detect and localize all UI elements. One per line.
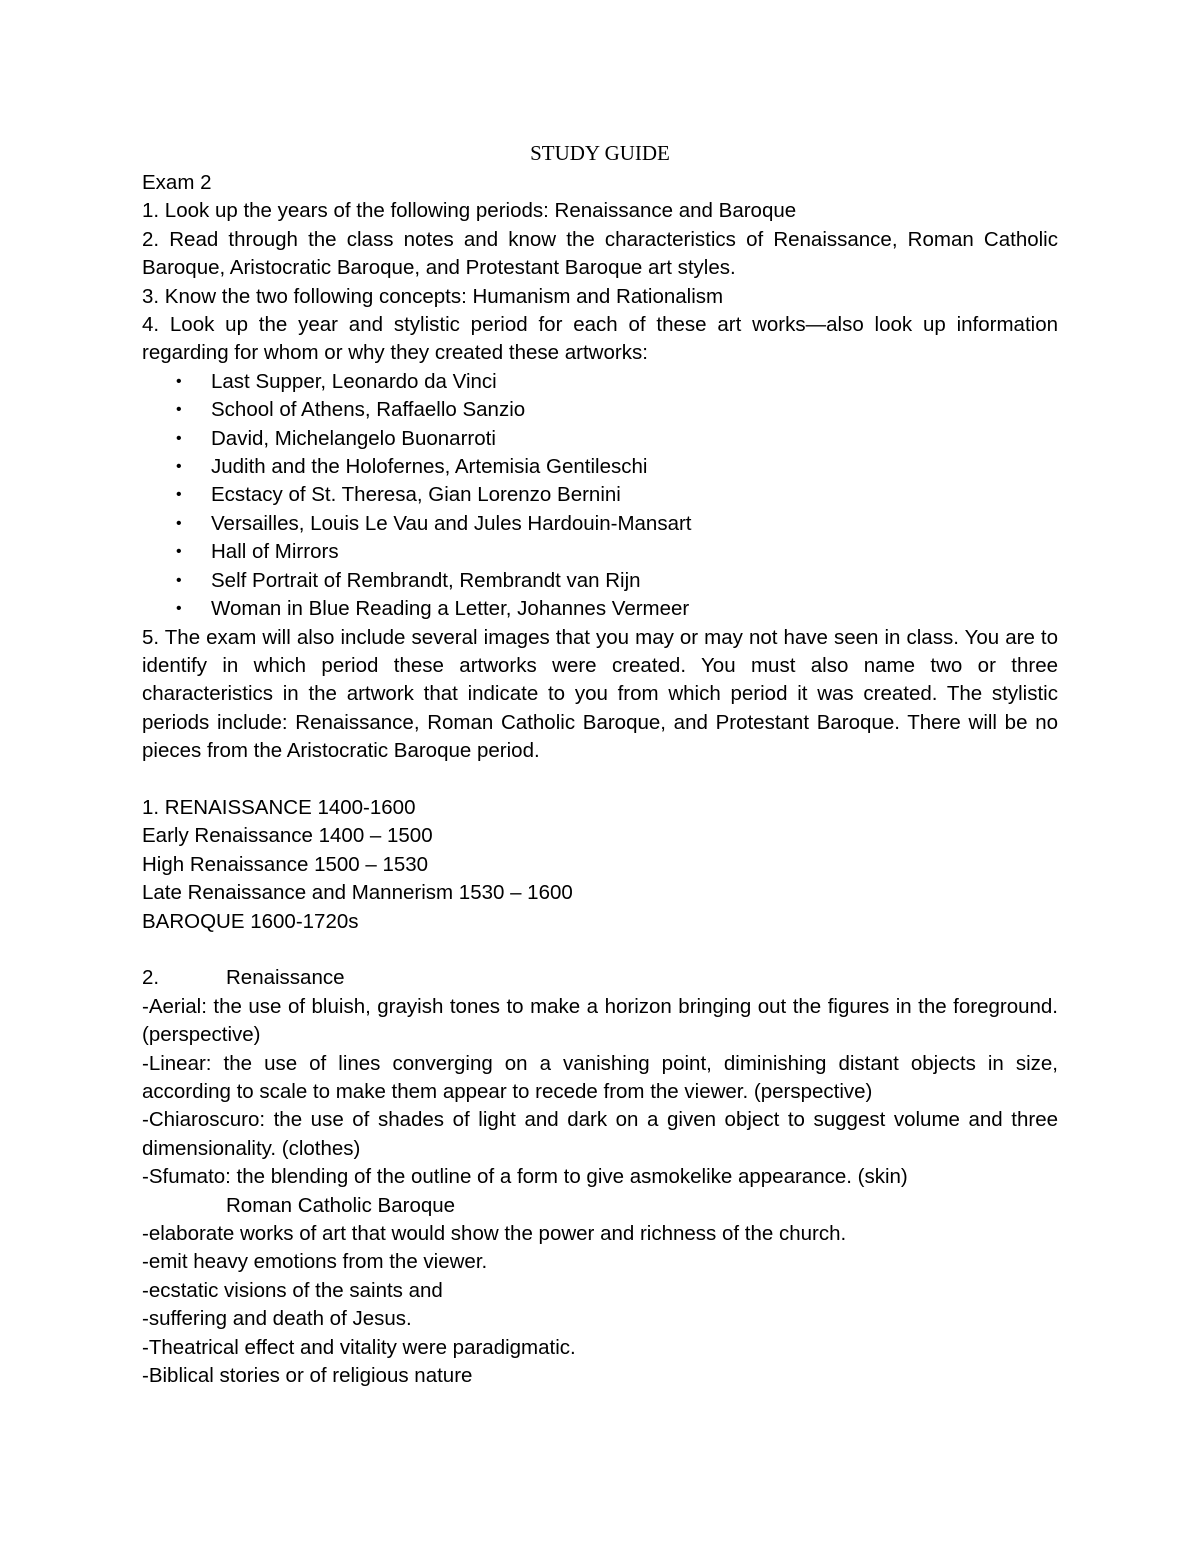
period-line: Early Renaissance 1400 – 1500 [142, 824, 433, 848]
list-item: • Ecstacy of St. Theresa, Gian Lorenzo Bernini [142, 481, 1058, 509]
exam-label: Exam 2 [142, 171, 212, 194]
note-line: -Linear: the use of lines converging on a vanishing point, diminishing distant objects in size, according to scale to make them appear to recede from the viewer. (perspective) [142, 1051, 1058, 1103]
bullet-icon: • [176, 429, 182, 447]
bullet-icon: • [176, 458, 182, 476]
bullet-icon: • [176, 571, 182, 589]
note-line: -Chiaroscuro: the use of shades of light and dark on a given object to suggest volume and three dimensionality. (clothes) [142, 1108, 1058, 1160]
list-item: • Last Supper, Leonardo da Vinci [142, 368, 1058, 396]
bullet-icon: • [176, 486, 182, 504]
bullet-icon: • [176, 514, 182, 532]
page-title: STUDY GUIDE [530, 141, 670, 165]
answer-1-title: 1. RENAISSANCE 1400-1600 [142, 795, 416, 819]
note-line: -Sfumato: the blending of the outline of a form to give asmokelike appearance. (skin) [142, 1165, 908, 1189]
note-line: -Aerial: the use of bluish, grayish tones to make a horizon bringing out the figures in the foreground. (perspective) [142, 994, 1058, 1047]
period-line: BAROQUE 1600-1720s [142, 909, 359, 933]
list-item: • School of Athens, Raffaello Sanzio [142, 396, 1058, 424]
note-line: -ecstatic visions of the saints and [142, 1278, 443, 1302]
list-item: • Self Portrait of Rembrandt, Rembrandt van Rijn [142, 567, 1058, 595]
answer-2-number: 2. [142, 966, 160, 990]
roman-catholic-baroque-heading: Roman Catholic Baroque [226, 1193, 456, 1217]
artwork-list [142, 368, 1058, 624]
question-4: 4. Look up the year and stylistic period for each of these art works—also look up information regarding for whom or why they created these artworks: [142, 313, 1058, 365]
list-item: • David, Michelangelo Buonarroti [142, 425, 1058, 453]
spacer [142, 936, 1058, 964]
spacer [142, 766, 1058, 794]
document-page [142, 139, 1058, 1390]
question-5: 5. The exam will also include several images that you may or may not have seen in class. You are to identify in which period these artworks were created. You must also name two or three characteristics in the artwork that indicate to you from which period it was created. The stylistic periods include: Renaissance, Roman Catholic Baroque, and Protestant Baroque. There will be no pieces from the Aristocratic Baroque period. [142, 625, 1058, 763]
note-line: -emit heavy emotions from the viewer. [142, 1250, 488, 1274]
note-line: -suffering and death of Jesus. [142, 1307, 412, 1331]
note-line: -elaborate works of art that would show the power and richness of the church. [142, 1222, 847, 1245]
renaissance-heading: Renaissance [226, 966, 345, 990]
period-line: Late Renaissance and Mannerism 1530 – 1600 [142, 881, 573, 905]
question-3: 3. Know the two following concepts: Humanism and Rationalism [142, 284, 724, 308]
list-item: • Woman in Blue Reading a Letter, Johannes Vermeer [142, 595, 1058, 623]
list-item: • Versailles, Louis Le Vau and Jules Hardouin-Mansart [142, 510, 1058, 538]
question-2: 2. Read through the class notes and know the characteristics of Renaissance, Roman Catholic Baroque, Aristocratic Baroque, and Protestant Baroque art styles. [142, 227, 1058, 280]
list-item: • Hall of Mirrors [142, 538, 1058, 566]
list-item: • Judith and the Holofernes, Artemisia Gentileschi [142, 453, 1058, 481]
answer-2-heading [142, 964, 1058, 992]
question-1: 1. Look up the years of the following periods: Renaissance and Baroque [142, 199, 797, 223]
bullet-icon: • [176, 401, 182, 419]
bullet-icon: • [176, 372, 182, 390]
note-line: -Theatrical effect and vitality were paradigmatic. [142, 1335, 576, 1359]
bullet-icon: • [176, 543, 182, 561]
period-line: High Renaissance 1500 – 1530 [142, 852, 429, 876]
note-line: -Biblical stories or of religious nature [142, 1364, 473, 1388]
bullet-icon: • [176, 600, 182, 618]
